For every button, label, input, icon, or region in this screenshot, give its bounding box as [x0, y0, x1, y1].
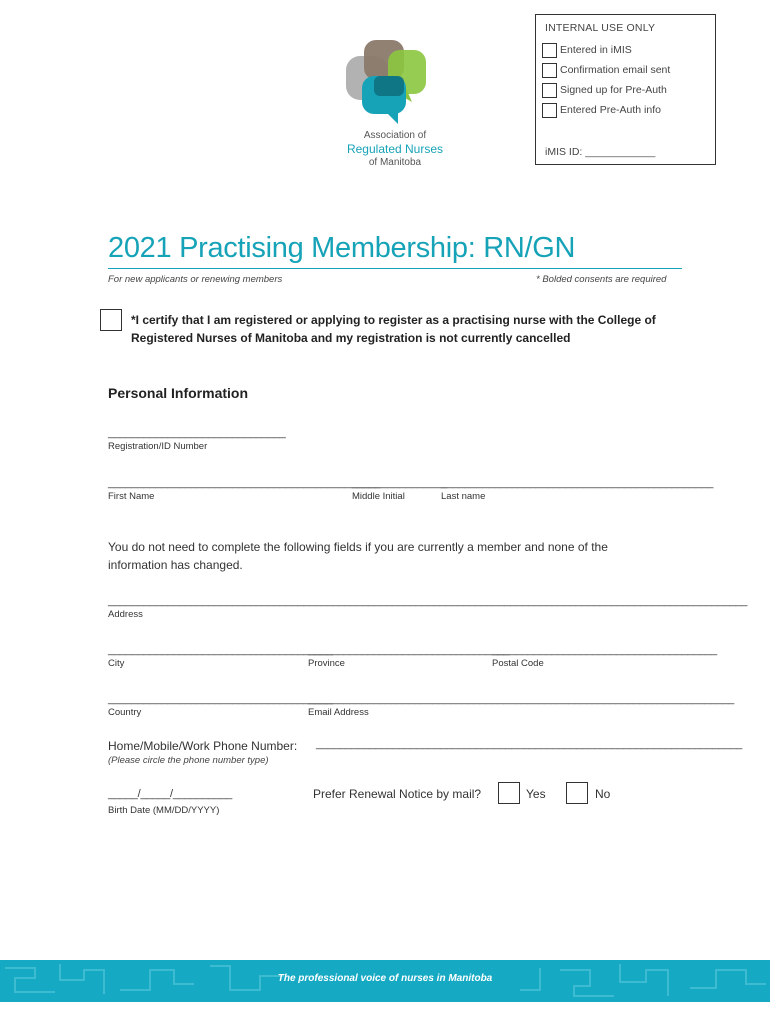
internal-item-label: Entered Pre-Auth info	[560, 104, 661, 116]
address-label: Address	[108, 609, 143, 620]
province-input[interactable]: __________________________________	[308, 644, 510, 656]
consent-line-1: *I certify that I am registered or applying to register as a practising nurse with the College of	[131, 313, 656, 327]
entered-preauth-checkbox[interactable]	[542, 103, 557, 118]
registration-label: Registration/ID Number	[108, 441, 208, 452]
last-name-input[interactable]: ______________________________________________	[441, 477, 714, 489]
middle-initial-input[interactable]: ________________	[352, 477, 447, 489]
postal-code-label: Postal Code	[492, 658, 544, 669]
arnm-logo	[340, 38, 450, 173]
renewal-no-checkbox[interactable]	[566, 782, 588, 804]
required-note: * Bolded consents are required	[536, 274, 667, 285]
email-input[interactable]: ________________________________________________________________________	[308, 693, 735, 705]
logo-line-1: Association of	[363, 130, 427, 141]
renewal-question: Prefer Renewal Notice by mail?	[313, 787, 482, 801]
birth-date-input[interactable]: _____/_____/__________	[108, 788, 233, 800]
logo-line-2: Regulated Nurses	[346, 142, 444, 156]
phone-input[interactable]: ________________________________________________________________________	[316, 738, 743, 750]
imis-id-field[interactable]: iMIS ID: ____________	[545, 146, 656, 158]
page-title: 2021 Practising Membership: RN/GN	[108, 232, 576, 264]
subtitle: For new applicants or renewing members	[108, 274, 283, 285]
middle-initial-label: Middle Initial	[352, 491, 405, 502]
consent-line-2: Registered Nurses of Manitoba and my registration is not currently cancelled	[131, 331, 571, 345]
title-divider	[108, 268, 682, 269]
birth-date-label: Birth Date (MM/DD/YYYY)	[108, 805, 220, 816]
signed-preauth-checkbox[interactable]	[542, 83, 557, 98]
city-input[interactable]: ______________________________________	[108, 644, 333, 656]
renewal-yes-label: Yes	[526, 787, 546, 801]
entered-imis-checkbox[interactable]	[542, 43, 557, 58]
city-label: City	[108, 658, 125, 669]
internal-use-box	[535, 14, 716, 165]
country-input[interactable]: ______________________________________	[108, 693, 333, 705]
internal-item-preauth	[542, 81, 667, 99]
instruction-line-1: You do not need to complete the following fields if you are currently a member and none of the	[108, 540, 608, 554]
internal-item-imis	[542, 41, 632, 59]
footer-banner	[0, 960, 770, 1002]
footer-tagline: The professional voice of nurses in Manitoba	[277, 973, 493, 984]
internal-item-confirmation	[542, 61, 670, 79]
province-label: Province	[308, 658, 345, 669]
internal-item-label: Confirmation email sent	[560, 64, 671, 76]
registration-input[interactable]: ______________________________	[108, 427, 286, 439]
internal-item-label: Entered in iMIS	[560, 44, 632, 56]
country-label: Country	[108, 707, 142, 718]
renewal-no-label: No	[595, 787, 611, 801]
confirmation-email-checkbox[interactable]	[542, 63, 557, 78]
email-label: Email Address	[308, 707, 369, 718]
phone-label: Home/Mobile/Work Phone Number:	[108, 739, 298, 753]
last-name-label: Last name	[441, 491, 486, 502]
renewal-yes-checkbox[interactable]	[498, 782, 520, 804]
internal-use-title: INTERNAL USE ONLY	[545, 22, 656, 34]
internal-item-label: Signed up for Pre-Auth	[560, 84, 667, 96]
personal-info-heading: Personal Information	[108, 385, 249, 401]
internal-item-preauth-info	[542, 101, 661, 119]
consent-checkbox[interactable]	[100, 309, 122, 331]
first-name-label: First Name	[108, 491, 155, 502]
address-input[interactable]: ____________________________________________________________________________________________________________	[108, 595, 748, 607]
instruction-line-2: information has changed.	[108, 558, 243, 572]
postal-code-input[interactable]: ______________________________________	[492, 644, 717, 656]
first-name-input[interactable]: ______________________________________________	[108, 477, 381, 489]
logo-mark-icon	[340, 38, 450, 128]
logo-line-3: of Manitoba	[368, 157, 422, 168]
phone-hint: (Please circle the phone number type)	[108, 755, 269, 766]
